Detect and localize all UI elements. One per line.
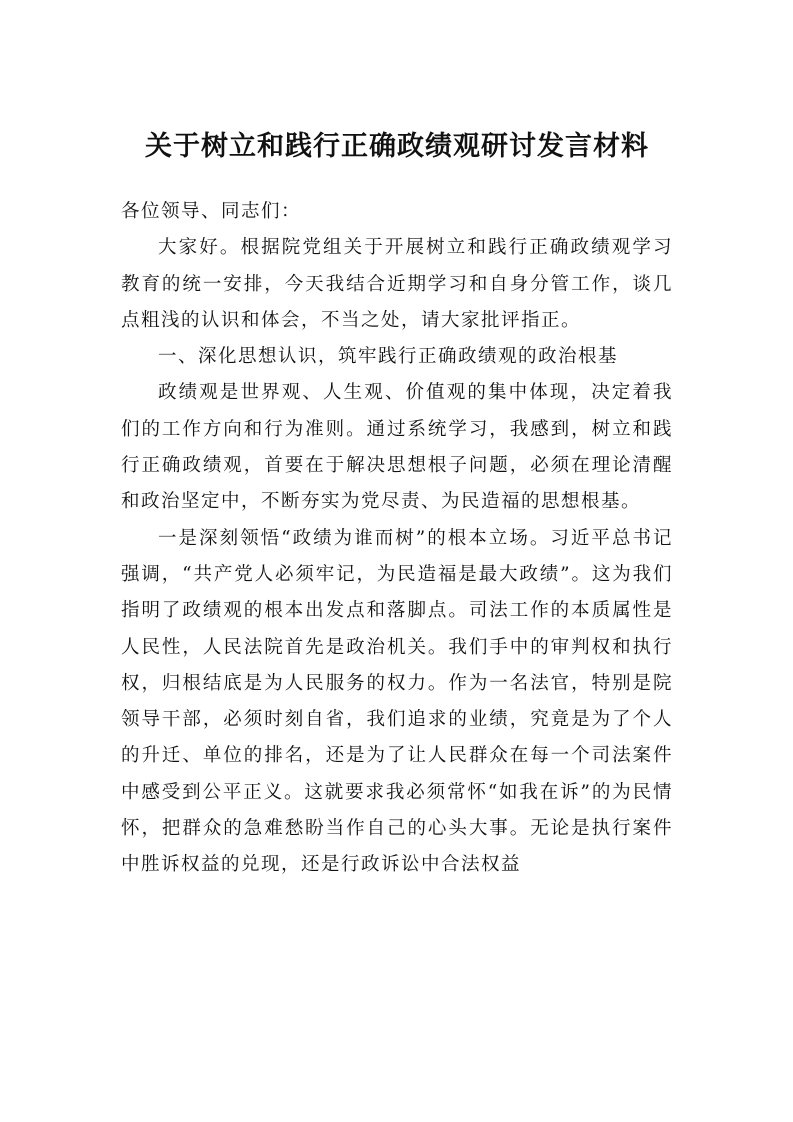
- paragraph-intro: 大家好。根据院党组关于开展树立和践行正确政绩观学习教育的统一安排，今天我结合近期学习和自身分管工作，谈几点粗浅的认识和体会，不当之处，请大家批评指正。: [121, 237, 673, 331]
- salutation: 各位领导、同志们：: [121, 201, 302, 222]
- document-body: [121, 194, 673, 884]
- paragraph-point-1: 一是深刻领悟“政绩为谁而树”的根本立场。习近平总书记强调，“共产党人必须牢记，为民造福是最大政绩”。这为我们指明了政绩观的根本出发点和落脚点。司法工作的本质属性是人民性，人民法院首先是政治机关。我们手中的审判权和执行权，归根结底是为人民服务的权力。作为一名法官，特别是院领导干部，必须时刻自省，我们追求的业绩，究竟是为了个人的升迁、单位的排名，还是为了让人民群众在每一个司法案件中感受到公平正义。这就要求我必须常怀“如我在诉”的为民情怀，把群众的急难愁盼当作自己的心头大事。无论是执行案件中胜诉权益的兑现，还是行政诉讼中合法权益: [121, 527, 673, 876]
- paragraph-section-1: 政绩观是世界观、人生观、价值观的集中体现，决定着我们的工作方向和行为准则。通过系统学习，我感到，树立和践行正确政绩观，首要在于解决思想根子问题，必须在理论清醒和政治坚定中，不断夯实为党尽责、为民造福的思想根基。: [121, 382, 673, 513]
- document-title: 关于树立和践行正确政绩观研讨发言材料: [145, 131, 649, 162]
- section-heading-1: 一、深化思想认识，筑牢践行正确政绩观的政治根基: [158, 346, 619, 368]
